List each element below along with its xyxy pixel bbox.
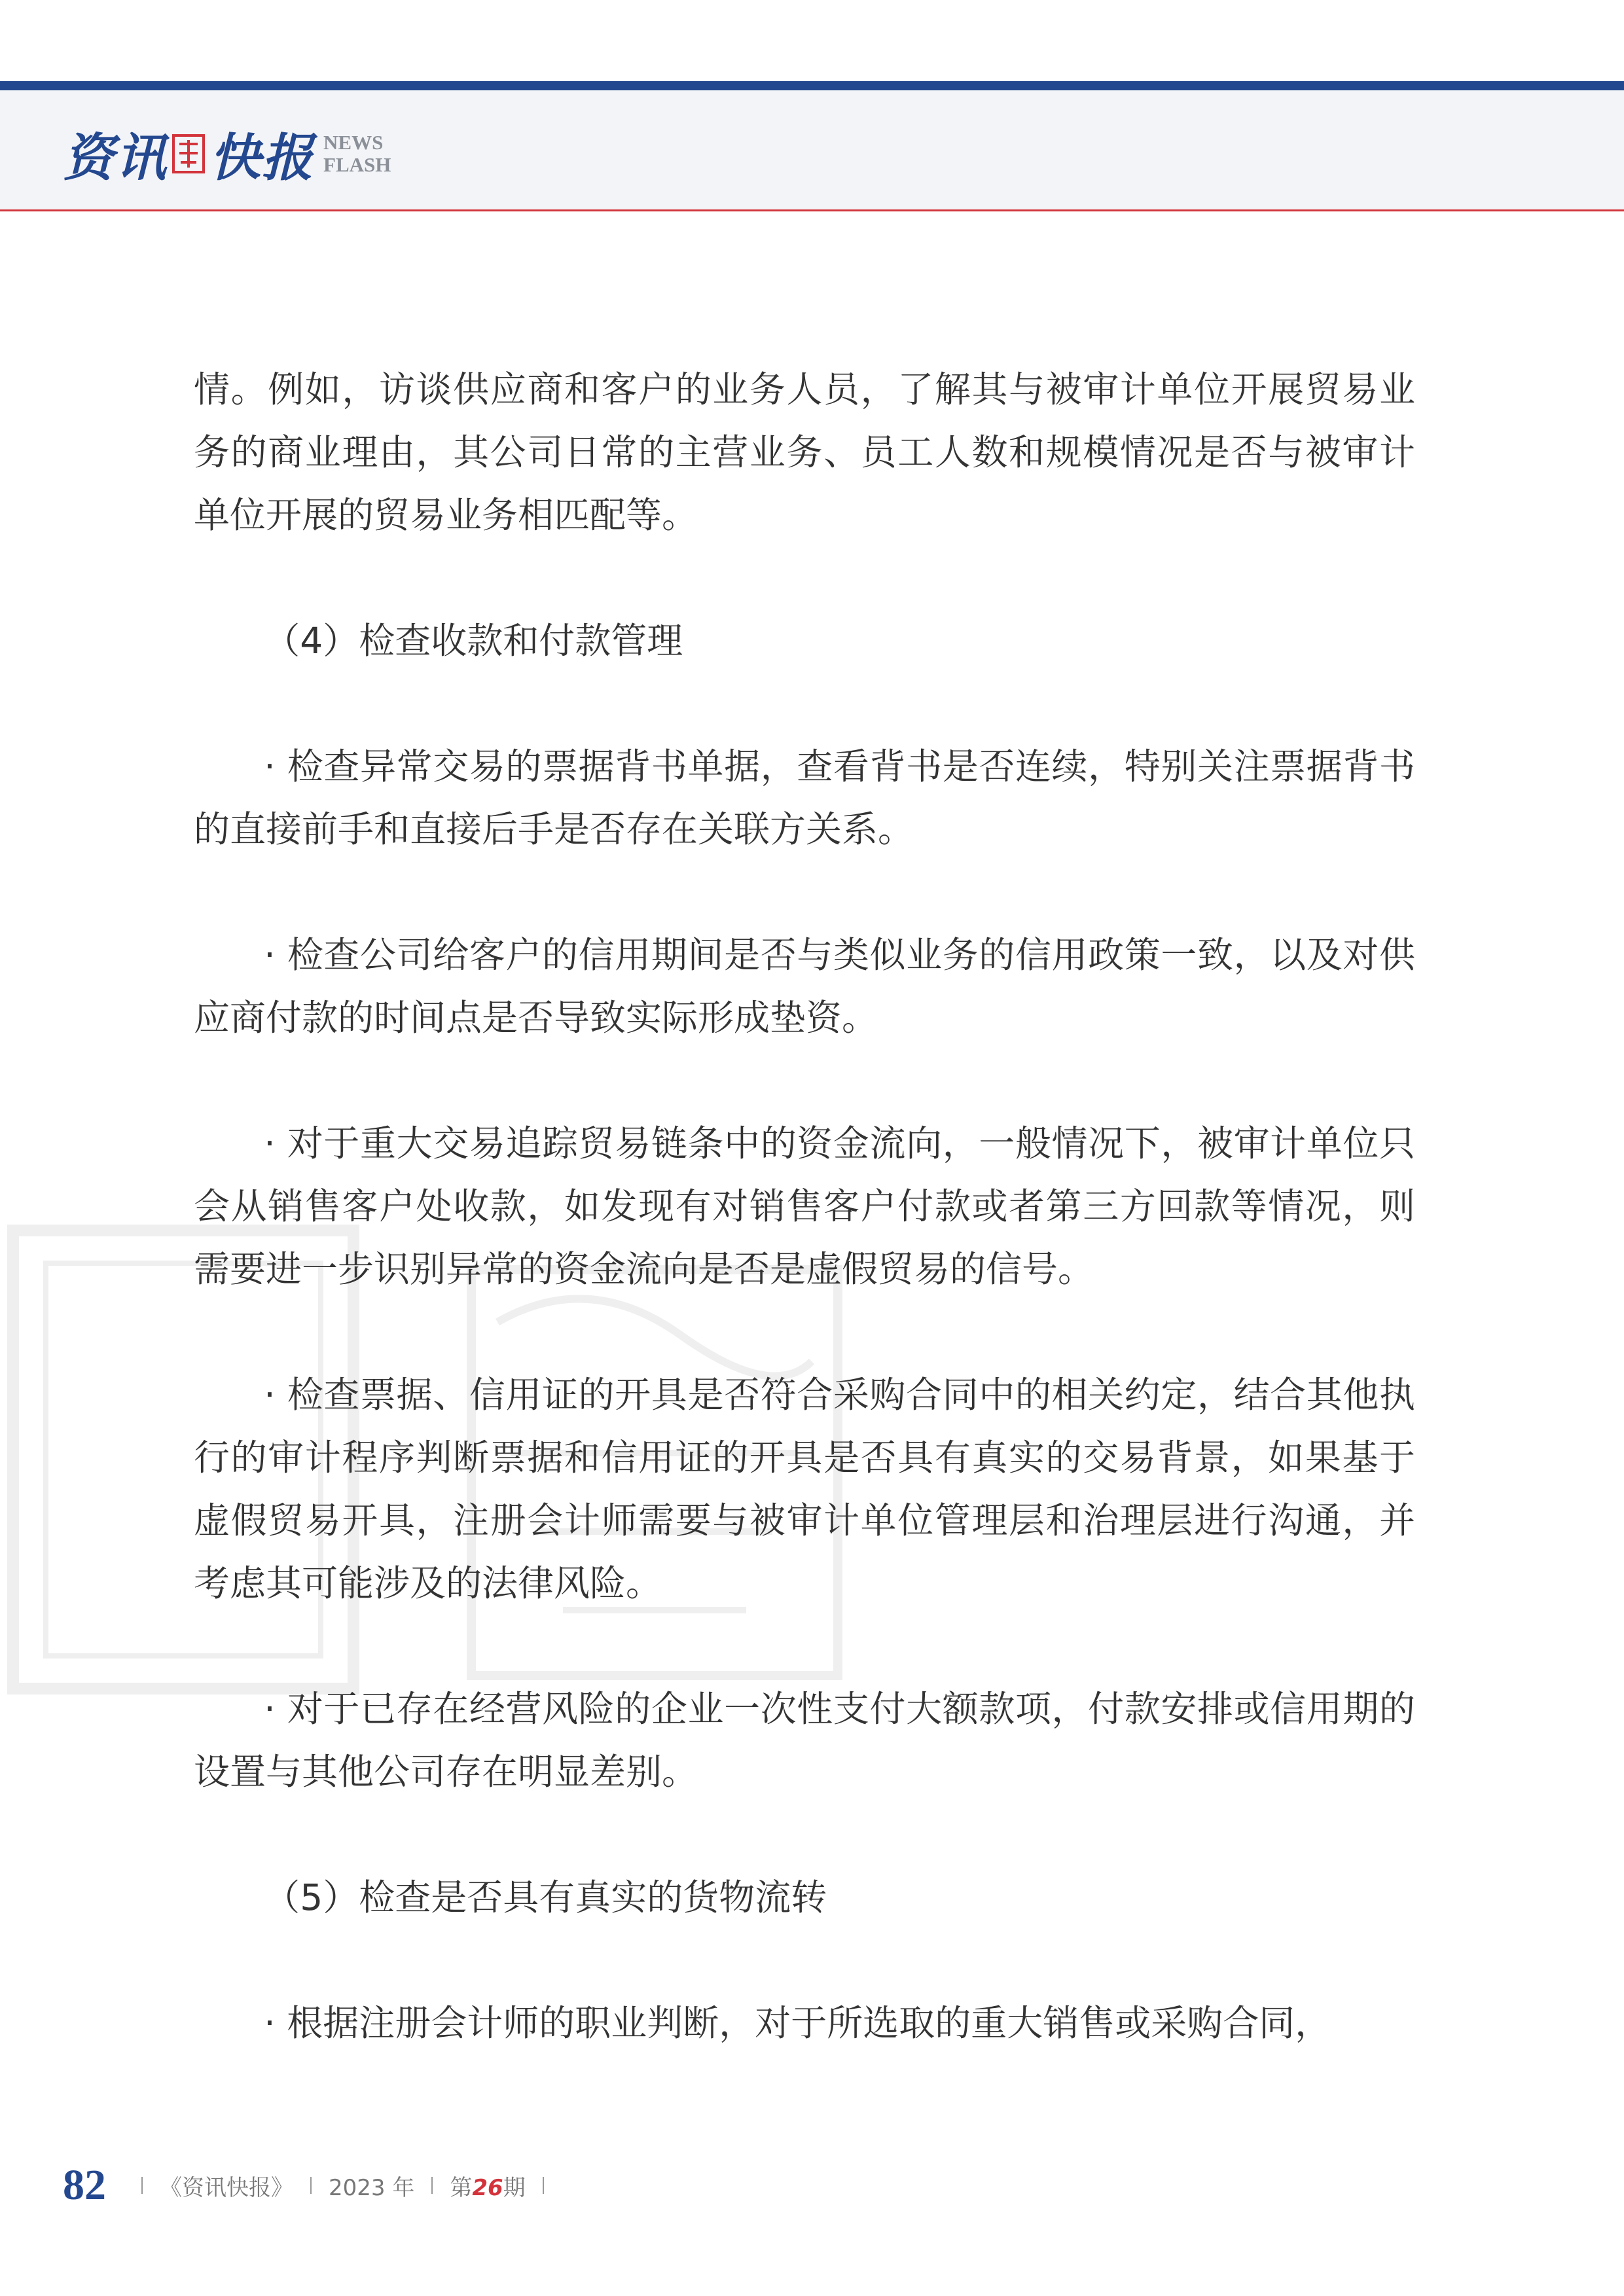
section-heading-4: （4）检查收款和付款管理	[264, 620, 683, 662]
bullet-paragraph: · 对于重大交易追踪贸易链条中的资金流向，一般情况下，被审计单位只会从销售客户处收款，如发现有对销售客户付款或者第三方回款等情况，则需要进一步识别异常的资金流向是否是虚假贸易的信号。	[194, 1122, 1415, 1290]
page-number: 82	[63, 2161, 106, 2209]
footer-separator	[543, 2177, 544, 2194]
logo-news-label: NEWS	[323, 131, 384, 154]
header-top-bar	[0, 81, 1624, 90]
logo-flash-label: FLASH	[323, 153, 391, 176]
publication-logo	[63, 118, 391, 190]
paragraph-continuation: 情。例如，访谈供应商和客户的业务人员，了解其与被审计单位开展贸易业务的商业理由，其公司日常的主营业务、员工人数和规模情况是否与被审计单位开展的贸易业务相匹配等。	[194, 368, 1415, 536]
logo-english	[323, 132, 391, 176]
logo-title-right: 快报	[209, 128, 315, 188]
article-body	[194, 358, 1415, 2054]
page-footer	[63, 2156, 561, 2215]
bullet-paragraph: · 根据注册会计师的职业判断，对于所选取的重大销售或采购合同，	[264, 2002, 1331, 2044]
footer-separator	[310, 2177, 312, 2194]
bullet-paragraph: · 检查公司给客户的信用期间是否与类似业务的信用政策一致，以及对供应商付款的时间点是否导致实际形成垫资。	[194, 934, 1415, 1039]
footer-issue	[450, 2170, 525, 2202]
issue-prefix: 第	[450, 2174, 473, 2201]
footer-year: 2023 年	[329, 2174, 415, 2201]
red-seal-icon	[171, 134, 206, 174]
section-heading-5: （5）检查是否具有真实的货物流转	[264, 1876, 827, 1918]
bullet-paragraph: · 检查票据、信用证的开具是否符合采购合同中的相关约定，结合其他执行的审计程序判断票据和信用证的开具是否具有真实的交易背景，如果基于虚假贸易开具，注册会计师需要与被审计单位管理层和治理层进行沟通，并考虑其可能涉及的法律风险。	[194, 1374, 1415, 1604]
bullet-paragraph: · 检查异常交易的票据背书单据，查看背书是否连续，特别关注票据背书的直接前手和直接后手是否存在关联方关系。	[194, 745, 1415, 850]
bullet-paragraph: · 对于已存在经营风险的企业一次性支付大额款项，付款安排或信用期的设置与其他公司存在明显差别。	[194, 1688, 1415, 1793]
issue-number: 26	[472, 2174, 503, 2201]
header-divider-line	[0, 209, 1624, 211]
issue-suffix: 期	[503, 2174, 526, 2201]
footer-separator	[431, 2177, 433, 2194]
logo-title-left: 资讯	[63, 128, 168, 188]
footer-publication: 《资讯快报》	[160, 2174, 293, 2201]
footer-separator	[141, 2177, 143, 2194]
